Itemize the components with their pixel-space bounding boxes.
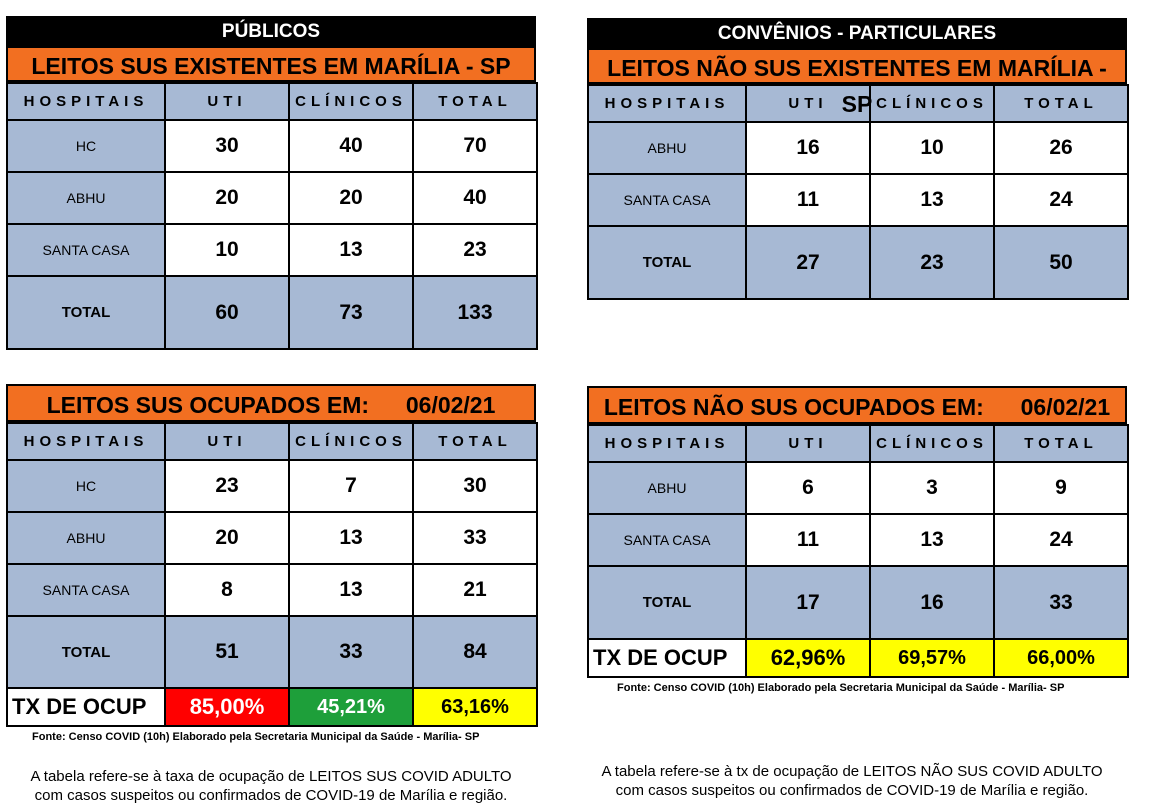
clinicos-value: 10 [870,122,994,174]
table-row [588,462,1128,514]
clinicos-total-value: 16 [870,566,994,639]
uti-total-value: 17 [746,566,870,639]
uti-value: 11 [746,514,870,566]
hospital-label: SANTA CASA [588,174,746,226]
total-row [588,566,1128,639]
table-row [7,224,537,276]
convenios-ocupados-panel [587,386,1127,678]
header-clinicos: CLÍNICOS [870,85,994,122]
header-hospitais: HOSPITAIS [588,425,746,462]
total-label: TOTAL [588,566,746,639]
publicos-note-line2: com casos suspeitos ou confirmados de COVID-19 de Marília e região. [34,787,508,804]
publicos-ocupados-date: 06/02/21 [405,392,496,418]
total-value: 21 [413,564,537,616]
total-row [7,616,537,688]
publicos-ocupados-title-bar [6,384,536,422]
grand-total-value: 84 [413,616,537,688]
hospital-label: SANTA CASA [7,224,165,276]
header-total: TOTAL [413,83,537,120]
clinicos-value: 20 [289,172,413,224]
total-label: TOTAL [7,276,165,349]
uti-value: 6 [746,462,870,514]
uti-value: 8 [165,564,289,616]
convenios-ocupados-title: LEITOS NÃO SUS OCUPADOS EM: [603,394,984,420]
publicos-note-line1: A tabela refere-se à taxa de ocupação de LEITOS SUS COVID ADULTO [30,768,512,785]
total-value: 33 [413,512,537,564]
tx-uti-value: 85,00% [165,688,289,726]
hospital-label: ABHU [7,512,165,564]
uti-total-value: 60 [165,276,289,349]
header-total: TOTAL [994,85,1128,122]
convenios-note-line1: A tabela refere-se à tx de ocupação de LEITOS NÃO SUS COVID ADULTO [601,763,1103,780]
clinicos-value: 13 [870,514,994,566]
clinicos-value: 40 [289,120,413,172]
total-value: 70 [413,120,537,172]
header-uti: UTI [165,423,289,460]
convenios-ocupados-table [587,424,1129,678]
convenios-note-line2: com casos suspeitos ou confirmados de COVID-19 de Marília e região. [615,782,1089,799]
header-hospitais: HOSPITAIS [7,83,165,120]
header-uti: UTI [746,425,870,462]
convenios-section-title: CONVÊNIOS - PARTICULARES [587,18,1127,48]
header-clinicos: CLÍNICOS [289,423,413,460]
convenios-fonte: Fonte: Censo COVID (10h) Elaborado pela Secretaria Municipal da Saúde - Marília- SP [617,682,1065,694]
total-value: 30 [413,460,537,512]
publicos-fonte: Fonte: Censo COVID (10h) Elaborado pela Secretaria Municipal da Saúde - Marília- SP [32,731,480,743]
clinicos-value: 13 [289,512,413,564]
total-label: TOTAL [7,616,165,688]
total-value: 40 [413,172,537,224]
tx-uti-value: 62,96% [746,639,870,677]
table-row [7,172,537,224]
hospital-label: HC [7,460,165,512]
tx-ocupacao-row [7,688,537,726]
uti-value: 11 [746,174,870,226]
total-value: 24 [994,514,1128,566]
tx-total-value: 66,00% [994,639,1128,677]
grand-total-value: 33 [994,566,1128,639]
total-value: 9 [994,462,1128,514]
total-row [7,276,537,349]
total-value: 26 [994,122,1128,174]
clinicos-value: 7 [289,460,413,512]
uti-total-value: 51 [165,616,289,688]
uti-value: 23 [165,460,289,512]
header-hospitais: HOSPITAIS [588,85,746,122]
clinicos-value: 13 [289,564,413,616]
table-row [7,512,537,564]
total-row [588,226,1128,299]
publicos-existentes-panel [6,16,536,350]
header-clinicos: CLÍNICOS [870,425,994,462]
table-row [7,120,537,172]
uti-value: 20 [165,172,289,224]
table-row [588,122,1128,174]
publicos-existentes-title: LEITOS SUS EXISTENTES EM MARÍLIA - SP [6,46,536,82]
publicos-ocupados-panel [6,384,536,727]
tx-clinicos-value: 45,21% [289,688,413,726]
convenios-ocupados-title-bar [587,386,1127,424]
publicos-ocupados-table [6,422,538,727]
table-header-row [588,425,1128,462]
header-hospitais: HOSPITAIS [7,423,165,460]
tx-clinicos-value: 69,57% [870,639,994,677]
hospital-label: HC [7,120,165,172]
header-uti: UTI [165,83,289,120]
table-row [588,514,1128,566]
table-row [588,174,1128,226]
clinicos-value: 13 [870,174,994,226]
total-label: TOTAL [588,226,746,299]
uti-value: 30 [165,120,289,172]
publicos-note [6,767,536,805]
total-value: 23 [413,224,537,276]
table-header-row [7,423,537,460]
clinicos-value: 3 [870,462,994,514]
clinicos-total-value: 33 [289,616,413,688]
hospital-label: SANTA CASA [588,514,746,566]
hospital-label: ABHU [588,122,746,174]
uti-total-value: 27 [746,226,870,299]
grand-total-value: 50 [994,226,1128,299]
clinicos-total-value: 23 [870,226,994,299]
table-header-row [7,83,537,120]
tx-ocupacao-label: TX DE OCUP [7,688,165,726]
grand-total-value: 133 [413,276,537,349]
convenios-note [582,762,1122,800]
convenios-ocupados-date: 06/02/21 [1020,394,1111,420]
uti-value: 16 [746,122,870,174]
header-total: TOTAL [994,425,1128,462]
header-clinicos: CLÍNICOS [289,83,413,120]
hospital-label: ABHU [7,172,165,224]
header-total: TOTAL [413,423,537,460]
uti-value: 10 [165,224,289,276]
total-value: 24 [994,174,1128,226]
hospital-label: ABHU [588,462,746,514]
convenios-existentes-panel [587,18,1127,300]
tx-ocupacao-row [588,639,1128,677]
publicos-ocupados-title: LEITOS SUS OCUPADOS EM: [46,392,370,418]
header-uti: UTI [746,85,870,122]
clinicos-value: 13 [289,224,413,276]
hospital-label: SANTA CASA [7,564,165,616]
table-row [7,460,537,512]
tx-ocupacao-label: TX DE OCUP [588,639,746,677]
publicos-section-title: PÚBLICOS [6,16,536,46]
table-row [7,564,537,616]
convenios-existentes-title: LEITOS NÃO SUS EXISTENTES EM MARÍLIA - SP [587,48,1127,84]
publicos-existentes-table [6,82,538,350]
uti-value: 20 [165,512,289,564]
tx-total-value: 63,16% [413,688,537,726]
clinicos-total-value: 73 [289,276,413,349]
